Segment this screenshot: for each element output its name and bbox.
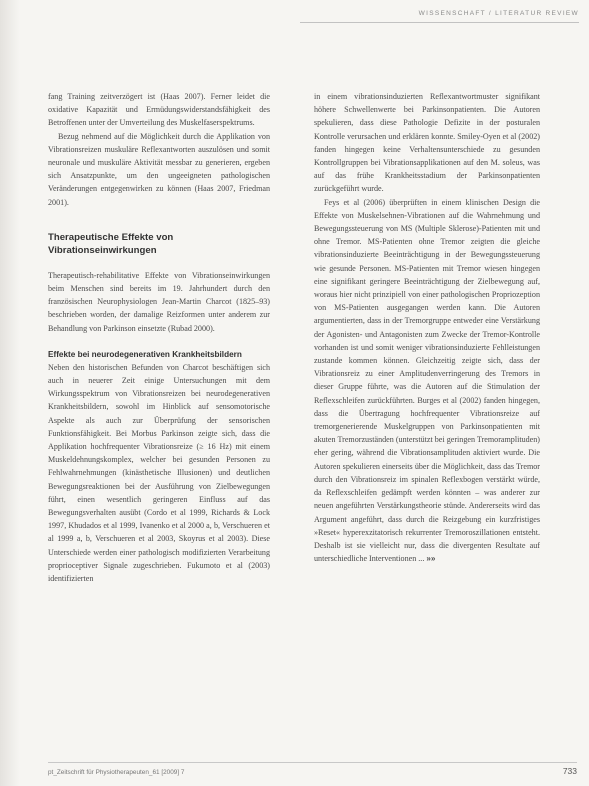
body-paragraph xyxy=(314,196,540,566)
body-paragraph: Therapeutisch-rehabilitative Effekte von Vibrationseinwirkungen beim Menschen sind bereits im 19. Jahrhundert durch den französischen Neurophysiologen Jean-Martin Charcot (1825–93) beschrieben worden, der damalige Reizformen unter anderem zur Behandlung von Parkinson einsetzte (Rubad 2000). xyxy=(48,270,270,333)
footer-rule xyxy=(48,762,577,763)
running-head: WISSENSCHAFT / LITERATUR REVIEW xyxy=(418,10,579,17)
page-binding-edge xyxy=(0,0,20,786)
right-column xyxy=(314,90,540,565)
continued-marker: »» xyxy=(426,554,436,564)
paragraph-text: Feys et al (2006) überprüften in einem klinischen Design die Effekte von Muskelsehnen-Vibrationen auf die Wahrnehmung und Bewegungssteuerung von MS (Multiple Sklerose)-Patienten mit und ohne Tremor. MS-Patienten ohne Tremor zeigten die gleiche vibrationsinduzierte Beeinträchtigung in der Bewegungssteuerung wie gesunde Personen. MS-Patienten mit Tremor wiesen hingegen eine signifikant geringere Beeinträchtigung der Zielbewegung auf, woraus hier nicht prinzipiell von einer pathologischen Propriozeption von MS-Patienten ausgegangen werden kann. Die Autoren argumentierten, dass in der Tremorgruppe entweder eine Verstärkung der Agonisten- und Antagonisten zum Zwecke der Tremor-Kontrolle vorhanden ist und somit weniger vibrationsinduzierte Fehlleistungen zustande kommen können. Gleichzeitig zeigte sich, dass der Vibrationsreiz zu einer Amplitudenverringerung des Tremors in dieser Gruppe führte, was die Autoren auf die Stimulation der Reflexschleifen zurückführten. Burges et al (2002) fanden hingegen, dass die Übertragung hochfrequenter Vibrationsreize auf tremorgenerierende Muskelgruppen von Parkinsonpatienten mit akuten Tremorzuständen (unterstützt bei geringen Tremoramplituden) eher gering, während die Vibrationsamplituden aktiviert wurde. Die Autoren spekulieren einerseits über die Möglichkeit, dass das Tremor durch den Vibrationsreiz im spinalen Reflexbogen verstärkt würde, da Reflexschleifen gedämpft werden könnten – was anderer zur neuen angeführten Verstärkungstheorie stünde. Andererseits wird das Argument angeführt, dass durch die Reizgebung ein kurzfristiges »Reset« hyperexzitatorisch rekurrenter Tremoroszillationen entsteht. Deshalb ist sie vielleicht nur, dass die divergenten Resultate auf unterschiedliche Interventionen ... xyxy=(314,197,540,564)
subsection-heading: Effekte bei neurodegenerativen Krankheitsbildern xyxy=(48,349,242,359)
header-rule xyxy=(300,22,579,23)
left-column xyxy=(48,90,270,585)
body-paragraph: Neben den historischen Befunden von Charcot beschäftigen sich auch in neuerer Zeit einige Untersuchungen mit dem Wirkungsspektrum von Vibrationsreizen bei neurodegenerativen Krankheitsbildern, sowohl im Hinblick auf sensomotorische Aspekte als auch zur Überprüfung der sensorischen Funktionsfähigkeit. Bei Morbus Parkinson zeigte sich, dass die Applikation hochfrequenter Vibrationsreize (≥ 16 Hz) mit einem Muskeldehnungskomplex, welcher bei gesunden Personen zu Fehlwahrnehmungen (kinästhetische Illusionen) und deutlichen Bewegungsreaktionen bei der Ausführung von Zielbewegungen führt, einen wesentlich geringeren Einfluss auf das Bewegungsverhalten ausübt (Cordo et al 1999, Richards & Lock 1997, Khudados et al 1999, Ivanenko et al 2000 a, b, Verschueren et al 1999 a, b, Verschueren et al 2003, Skoyrus et al 2003). Diese Unterschiede werden einer pathologisch modifizierten Verarbeitung proprioceptiver Signale zugeschrieben. Fukumoto et al (2003) identifizierten xyxy=(48,362,270,584)
body-paragraph: in einem vibrationsinduzierten Reflexantwortmuster signifikant höhere Schwellenwerte bei Parkinsonpatienten. Die Autoren spekulieren, dass diese Pathologie Defizite in der posturalen Kontrolle verursachen und erklären konnte. Smiley-Oyen et al (2002) fanden hingegen keine Verhaltensunterschiede zu gesunden Kontrollgruppen bei Vibrationsapplikationen auf den M. soleus, was auf das frühe Krankheitsstadium der Parkinsonpatienten zurückgeführt wurde. xyxy=(314,92,540,194)
body-paragraph: fang Training zeitverzögert ist (Haas 2007). Ferner leidet die oxidative Kapazität und Ermüdungswiderstandsfähigkeit des Betroffenen unter der Umverteilung des Muskelfaserspektrums. xyxy=(48,92,270,128)
body-paragraph: Bezug nehmend auf die Möglichkeit durch die Applikation von Vibrationsreizen muskuläre Reflexantworten auszulösen und somit neuronale und muskuläre Aktivität messbar zu generieren, ergeben sich Ansatzpunkte, um den ungeeigneten pathologischen Veränderungen entgegenwirken zu können (Haas 2007, Friedman 2001). xyxy=(48,131,270,207)
journal-citation: pt_Zeitschrift für Physiotherapeuten_61 [2009] 7 xyxy=(48,769,185,776)
page-number: 733 xyxy=(562,766,577,776)
section-heading: Therapeutische Effekte von Vibrationseinwirkungen xyxy=(48,231,174,256)
